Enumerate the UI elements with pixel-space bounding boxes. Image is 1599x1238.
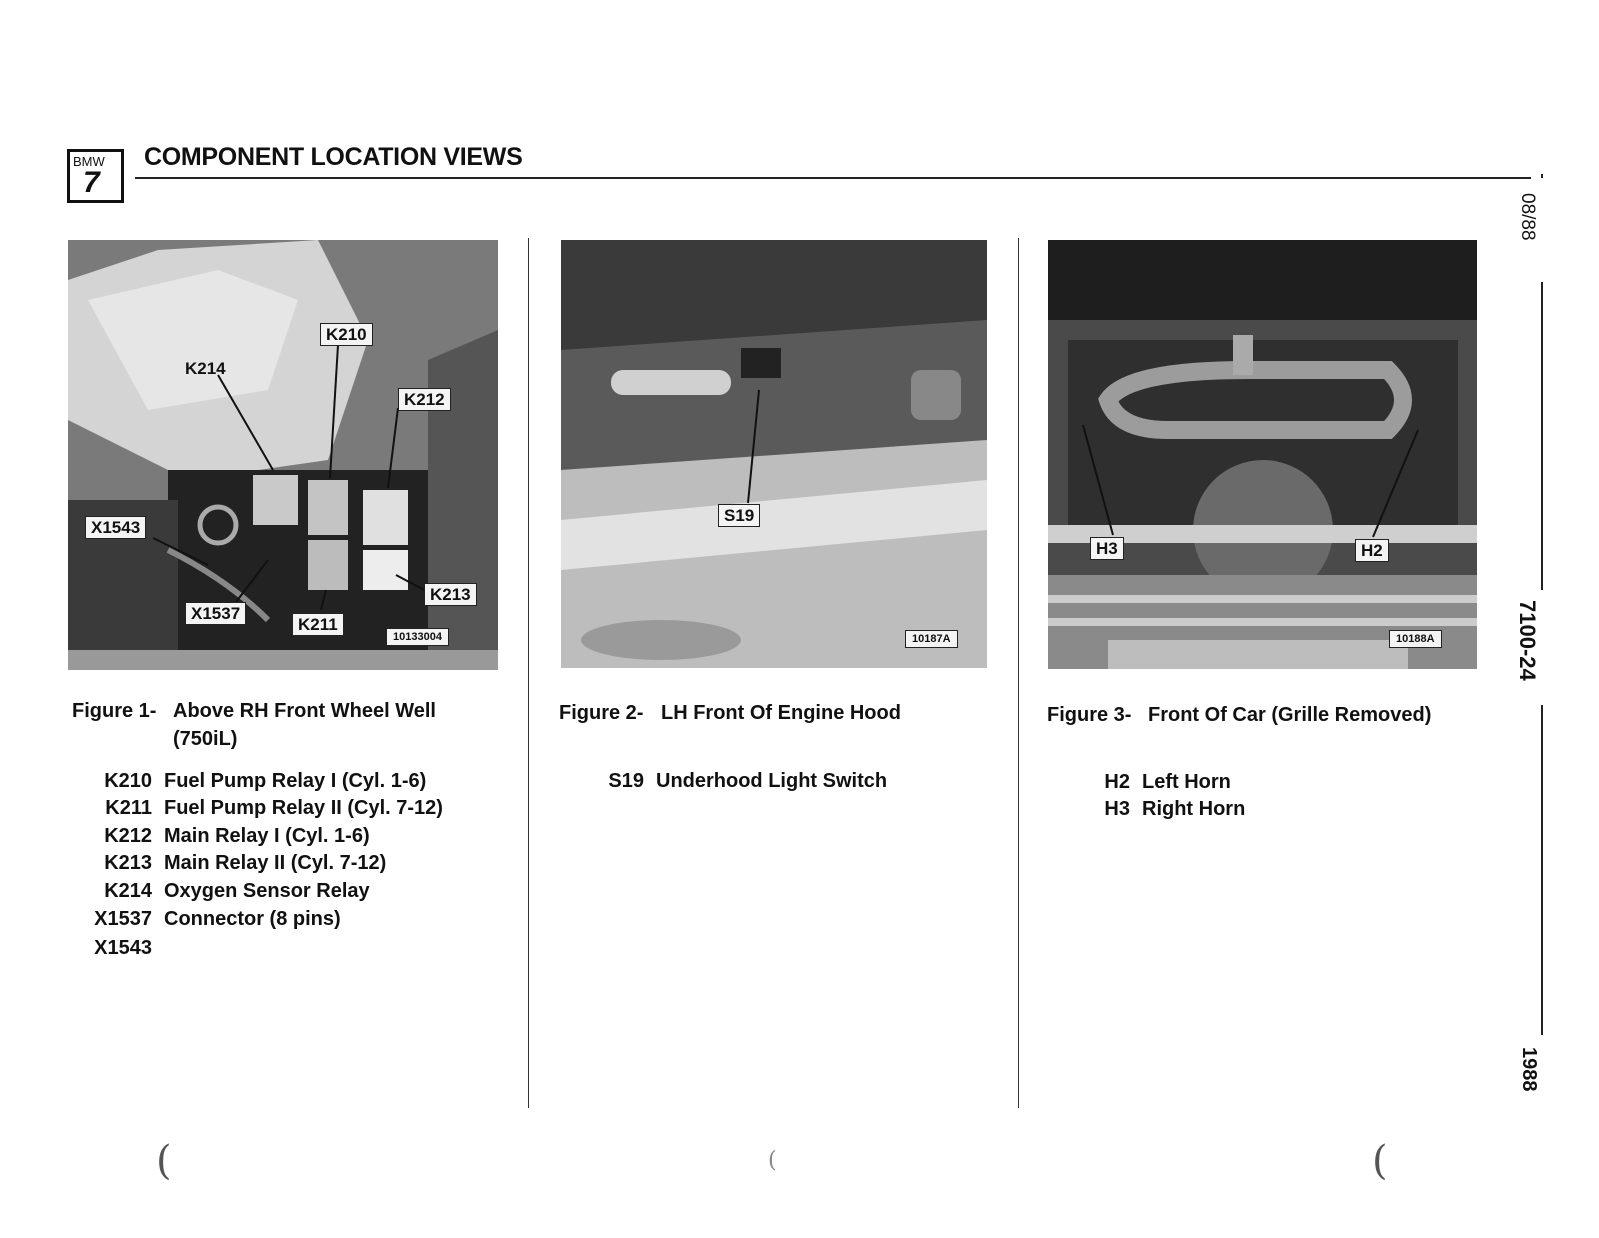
margin-line-2 xyxy=(1541,705,1543,1035)
legend-row-k214 xyxy=(82,880,370,903)
callout-k212: K212 xyxy=(398,388,451,411)
legend-desc: Oxygen Sensor Relay xyxy=(164,880,370,902)
callout-s19: S19 xyxy=(718,504,760,527)
side-page-number: 7100-24 xyxy=(1515,600,1540,681)
callout-k211: K211 xyxy=(292,613,344,636)
binder-mark-right: ( xyxy=(1372,1138,1388,1184)
callout-x1537: X1537 xyxy=(185,602,246,625)
legend-row-k211 xyxy=(82,797,443,820)
figure-2-photo xyxy=(561,240,987,668)
page-title: COMPONENT LOCATION VIEWS xyxy=(144,143,523,171)
figure-2-label: Figure 2- xyxy=(559,702,644,724)
legend-code: K214 xyxy=(104,880,152,902)
legend-row-h2 xyxy=(1095,771,1231,794)
bmw-7-logo xyxy=(67,149,124,203)
title-rule xyxy=(135,177,1531,179)
callout-h2: H2 xyxy=(1355,539,1389,562)
side-year: 1988 xyxy=(1518,1047,1540,1092)
side-date: 08/88 xyxy=(1517,193,1538,241)
legend-desc: Right Horn xyxy=(1142,798,1246,820)
binder-mark-left: ( xyxy=(156,1138,172,1184)
callout-h3: H3 xyxy=(1090,537,1124,560)
callout-x1543: X1543 xyxy=(85,516,146,539)
figure-3-title: Front Of Car (Grille Removed) xyxy=(1148,704,1432,726)
margin-line-1 xyxy=(1541,282,1543,590)
column-divider-1 xyxy=(528,238,529,1108)
binder-mark-center: ( xyxy=(768,1148,777,1173)
margin-line-top xyxy=(1541,174,1543,178)
legend-code: X1537 xyxy=(94,908,152,930)
legend-code: X1543 xyxy=(94,937,152,959)
figure-1-subtitle: (750iL) xyxy=(173,728,238,750)
legend-row-s19 xyxy=(594,770,887,793)
legend-desc: Fuel Pump Relay II (Cyl. 7-12) xyxy=(164,797,443,819)
legend-row-x1543 xyxy=(82,937,164,960)
legend-row-x1537 xyxy=(82,908,341,931)
photo-id-3: 10188A xyxy=(1389,630,1442,648)
logo-brand: BMW xyxy=(73,154,105,169)
photo-id-2: 10187A xyxy=(905,630,958,648)
photo-id-1: 10133004 xyxy=(386,628,449,646)
callout-k214: K214 xyxy=(185,359,226,378)
legend-row-h3 xyxy=(1095,798,1245,821)
figure-1-label: Figure 1- xyxy=(72,700,157,722)
legend-desc: Main Relay I (Cyl. 1-6) xyxy=(164,825,370,847)
legend-desc: Connector (8 pins) xyxy=(164,908,341,930)
callout-k213: K213 xyxy=(424,583,477,606)
legend-code: K212 xyxy=(104,825,152,847)
callout-k210: K210 xyxy=(320,323,373,346)
column-divider-2 xyxy=(1018,238,1019,1108)
legend-code: H3 xyxy=(1104,798,1130,820)
figure-3-label: Figure 3- xyxy=(1047,704,1132,726)
legend-desc: Main Relay II (Cyl. 7-12) xyxy=(164,852,387,874)
legend-code: H2 xyxy=(1104,771,1130,793)
legend-desc: Underhood Light Switch xyxy=(656,770,888,792)
legend-row-k213 xyxy=(82,852,386,875)
legend-code: K211 xyxy=(105,797,152,819)
legend-desc: Fuel Pump Relay I (Cyl. 1-6) xyxy=(164,770,427,792)
figure-1-title: Above RH Front Wheel Well xyxy=(173,700,436,722)
figure-2-title: LH Front Of Engine Hood xyxy=(661,702,901,724)
legend-code: S19 xyxy=(608,770,644,792)
legend-code: K213 xyxy=(104,852,152,874)
logo-series: 7 xyxy=(83,166,100,199)
figure-3-photo xyxy=(1048,240,1477,669)
legend-row-k212 xyxy=(82,825,370,848)
legend-row-k210 xyxy=(82,770,426,793)
legend-code: K210 xyxy=(104,770,152,792)
legend-desc: Left Horn xyxy=(1142,771,1231,793)
figure-1-photo xyxy=(68,240,498,670)
